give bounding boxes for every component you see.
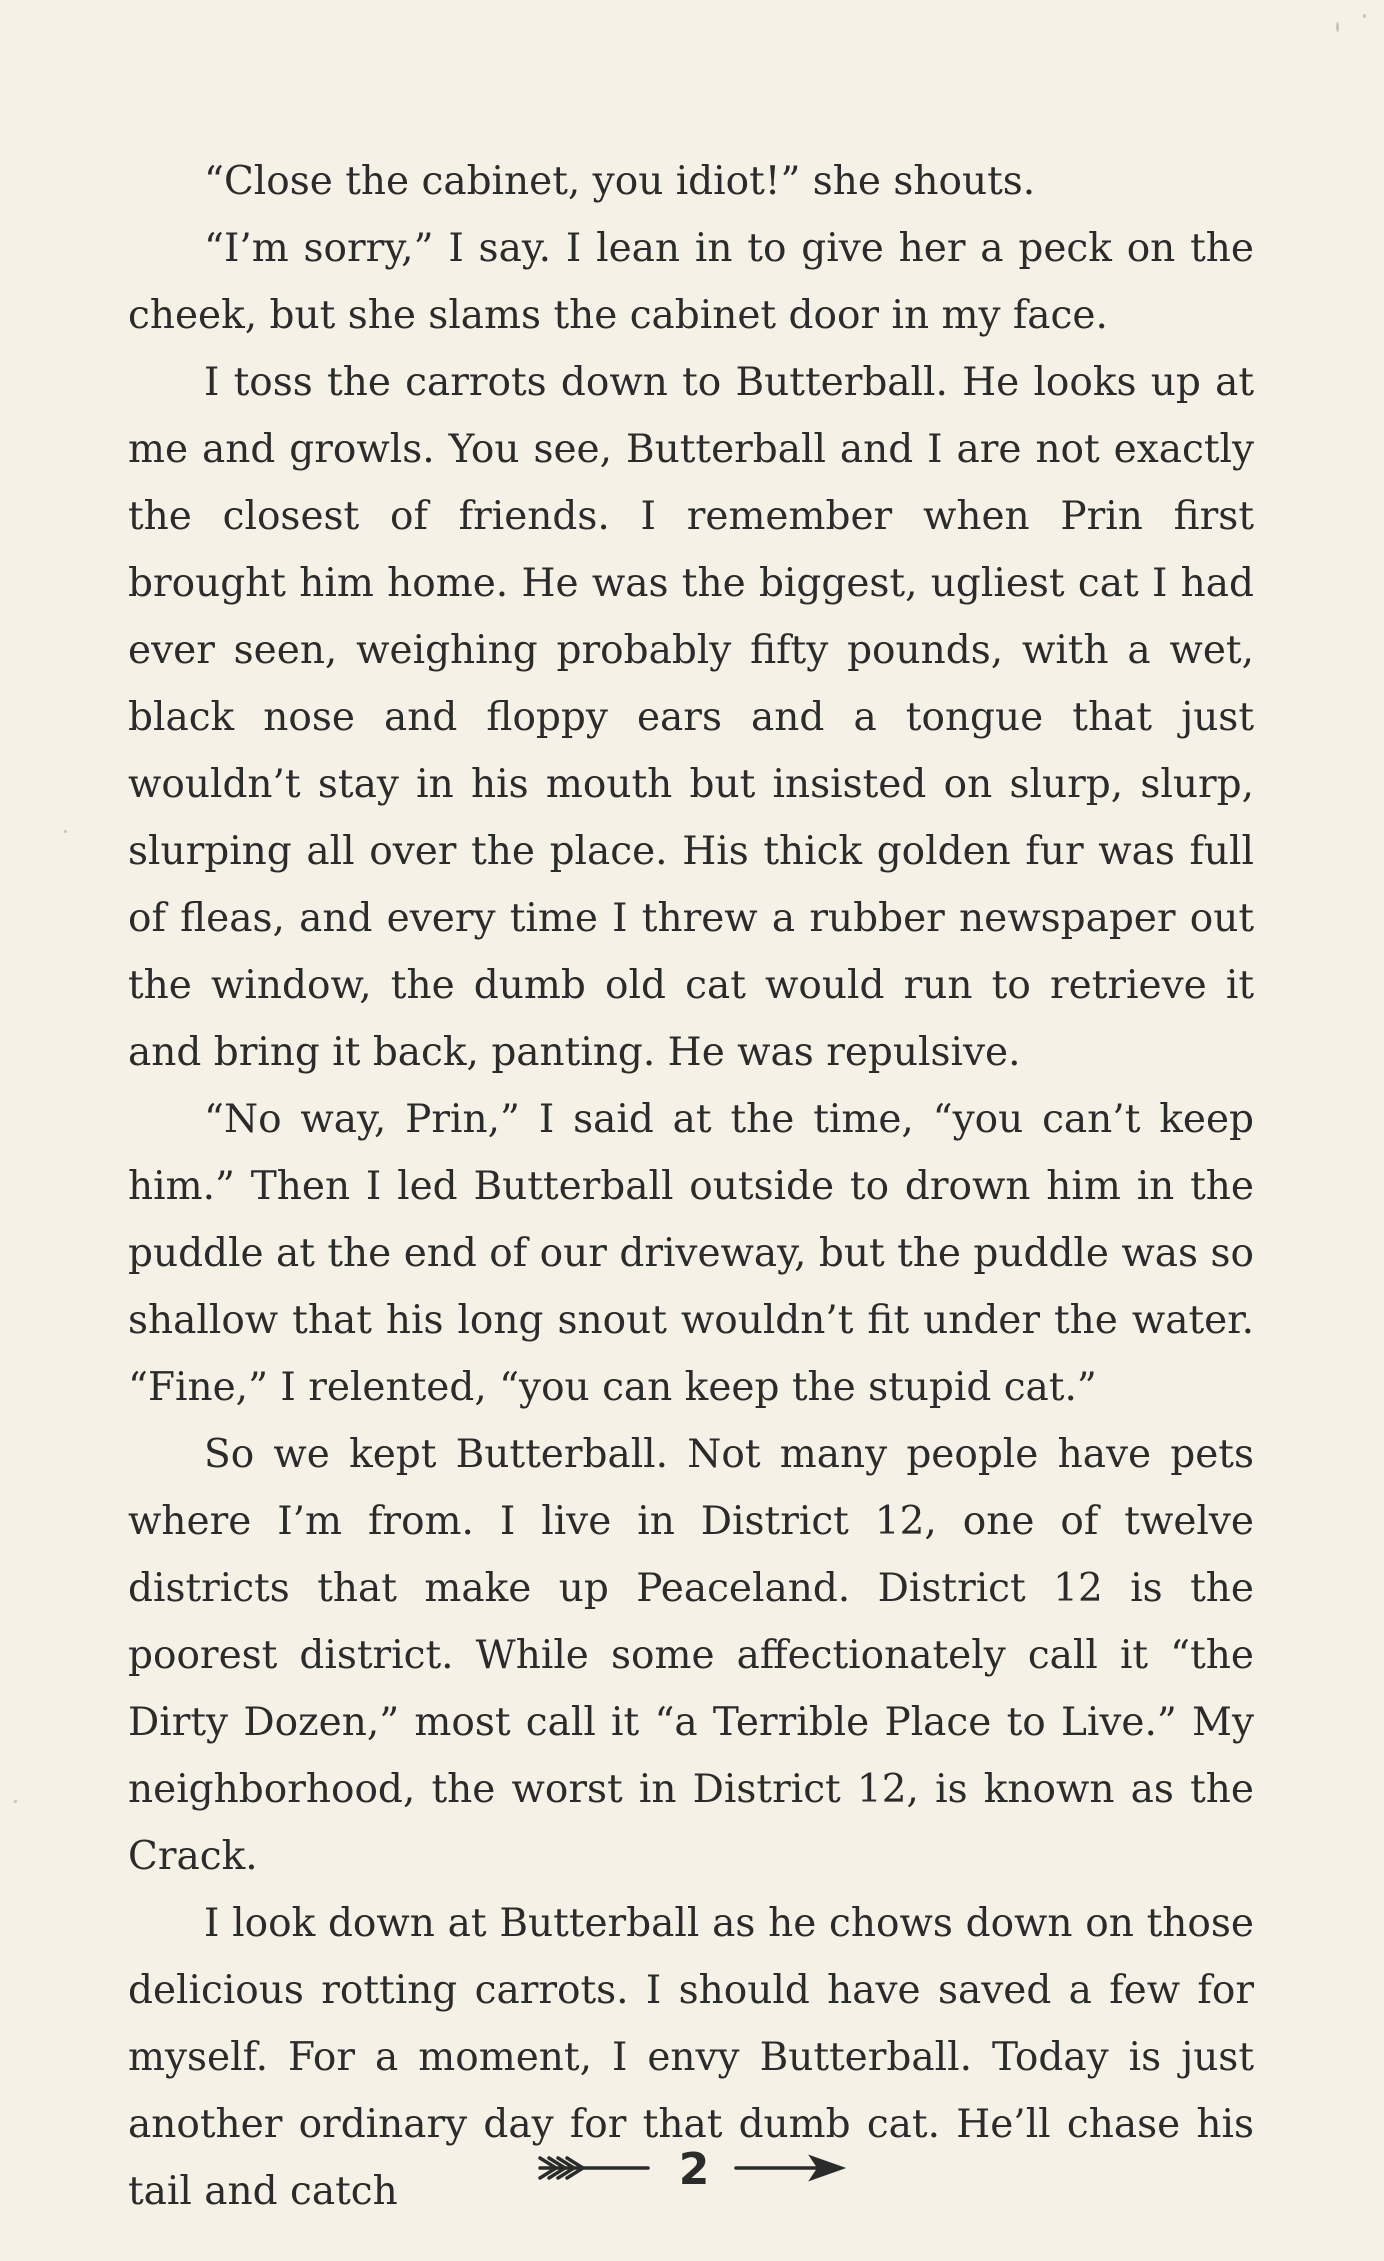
paragraph: I look down at Butterball as he chows down on those delicious rotting carrots. I should have saved a few for myself. For a moment, I envy Butterball. Today is just another ordinary day for that dumb cat. He’ll chase his tail and catch [128, 1901, 1254, 2214]
paper-speck [1336, 22, 1339, 32]
paper-speck [64, 830, 67, 833]
paragraph: “I’m sorry,” I say. I lean in to give her a peck on the cheek, but she slams the cabinet door in my face. [128, 226, 1254, 338]
body-text [128, 148, 1254, 2225]
paper-speck [14, 1800, 17, 1803]
paragraph: I toss the carrots down to Butterball. He looks up at me and growls. You see, Butterball and I are not exactly the closest of friends. I remember when Prin first brought him home. He was the biggest, ugliest cat I had ever seen, weighing probably fifty pounds, with a wet, black nose and floppy ears and a tongue that just wouldn’t stay in his mouth but insisted on slurp, slurp, slurping all over the place. His thick golden fur was full of fleas, and every time I threw a rubber newspaper out the window, the dumb old cat would run to retrieve it and bring it back, panting. He was repulsive. [128, 360, 1254, 1075]
page-folio [0, 2140, 1384, 2200]
paper-speck [1363, 14, 1366, 18]
page-number: 2 [678, 2144, 710, 2195]
paragraph: So we kept Butterball. Not many people have pets where I’m from. I live in District 12, one of twelve districts that make up Peaceland. District 12 is the poorest district. While some affectionately call it “the Dirty Dozen,” most call it “a Terrible Place to Live.” My neighborhood, the worst in District 12, is known as the Crack. [128, 1432, 1254, 1879]
arrow-head-icon [732, 2140, 848, 2196]
paragraph: “Close the cabinet, you idiot!” she shouts. [204, 159, 1036, 204]
arrow-fletching-icon [532, 2140, 654, 2196]
paragraph: “No way, Prin,” I said at the time, “you can’t keep him.” Then I led Butterball outside to drown him in the puddle at the end of our driveway, but the puddle was so shallow that his long snout wouldn’t fit under the water. “Fine,” I relented, “you can keep the stupid cat.” [128, 1097, 1254, 1410]
